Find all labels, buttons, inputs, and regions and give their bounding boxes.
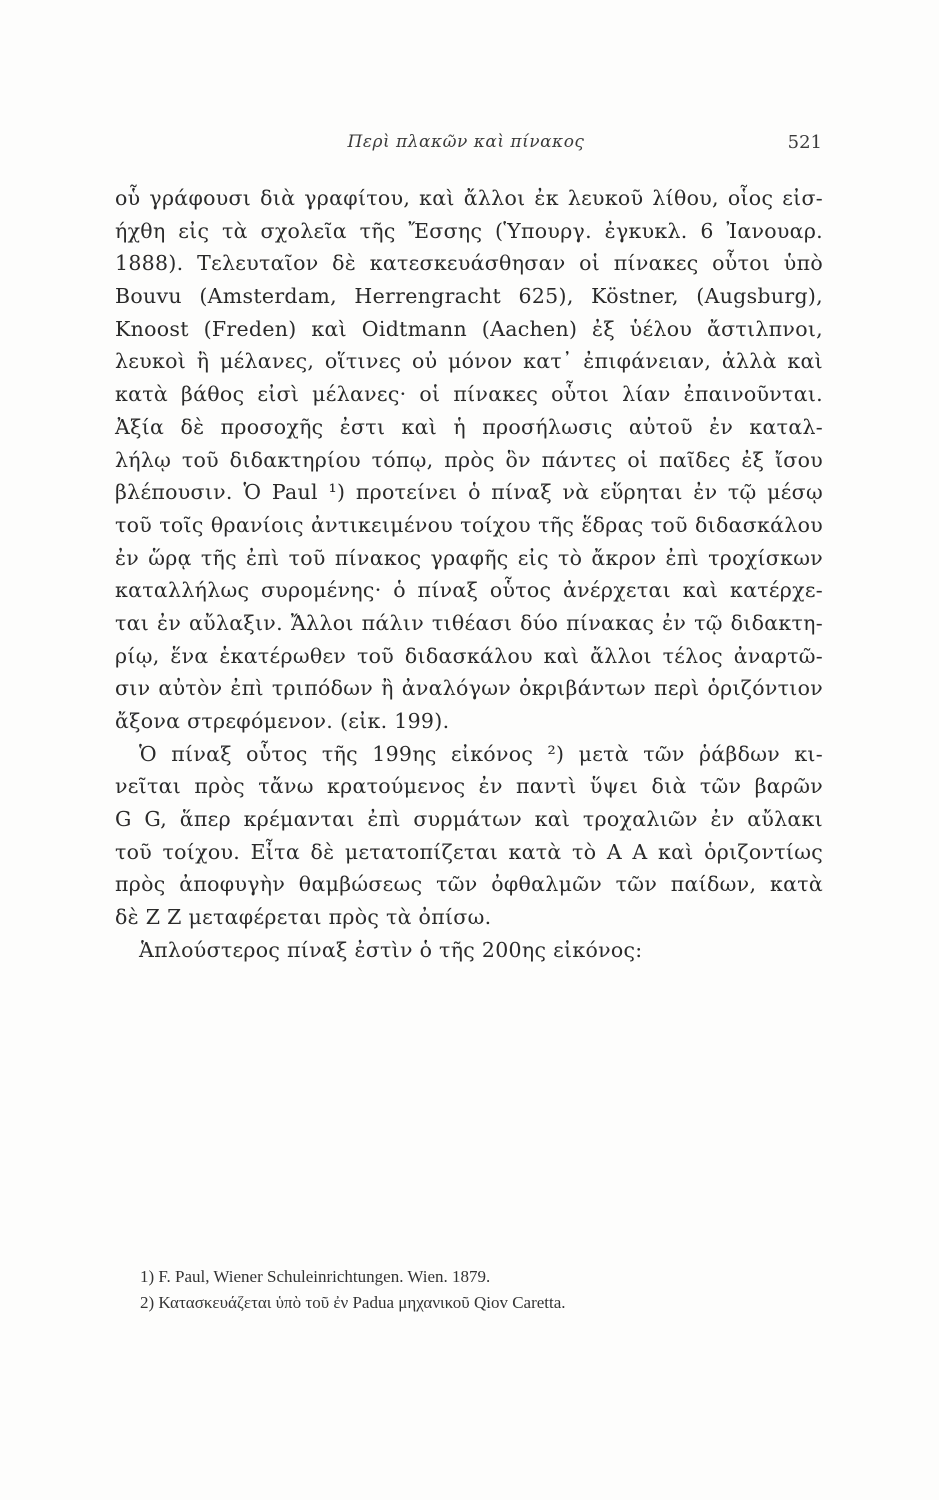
footnote-1: 1) F. Paul, Wiener Schuleinrichtungen. Wien. 1879. (140, 1267, 491, 1286)
body-text (115, 182, 823, 967)
text-line: τοῦ τοῖς θρανίοις ἀντικειμένου τοίχου τῆς ἕδρας τοῦ διδασκάλου (115, 512, 823, 537)
text-line: ἄξονα στρεφόμενον. (εἰκ. 199). (115, 709, 450, 733)
text-line: ἐν ὥρᾳ τῆς ἐπὶ τοῦ πίνακος γραφῆς εἰς τὸ ἄκρον ἐπὶ τροχίσκων (115, 545, 823, 570)
text-line: οὗ γράφουσι διὰ γραφίτου, καὶ ἄλλοι ἐκ λευκοῦ λίθου, οἷος εἰσ- (115, 186, 823, 210)
text-line: ται ἐν αὔλαξιν. Ἄλλοι πάλιν τιθέασι δύο πίνακας ἐν τῷ διδακτη- (115, 610, 823, 635)
running-title: Περὶ πλακῶν καὶ πίνακος (347, 132, 585, 152)
text-line: Bouvu (Amsterdam, Herrengracht 625), Köstner, (Augsburg), (115, 284, 823, 309)
text-line: καταλλήλως συρομένης· ὁ πίναξ οὗτος ἀνέρχεται καὶ κατέρχε- (115, 578, 823, 603)
text-line: λευκοὶ ἢ μέλανες, οἵτινες οὐ μόνον κατ᾽ ἐπιφάνειαν, ἀλλὰ καὶ (115, 349, 823, 374)
text-line: 1888). Τελευταῖον δὲ κατεσκευάσθησαν οἱ πίνακες οὗτοι ὑπὸ (115, 251, 823, 276)
footnotes (140, 1264, 700, 1316)
running-head (110, 132, 822, 162)
text-line: κατὰ βάθος εἰσὶ μέλανες· οἱ πίνακες οὗτοι λίαν ἐπαινοῦνται. (115, 382, 823, 407)
text-line: νεῖται πρὸς τἄνω κρατούμενος ἐν παντὶ ὕψει διὰ τῶν βαρῶν (115, 774, 823, 799)
text-line: σιν αὐτὸν ἐπὶ τριπόδων ἢ ἀναλόγων ὀκριβάντων περὶ ὁριζόντιον (115, 676, 823, 701)
text-line: δὲ Z Z μεταφέρεται πρὸς τὰ ὀπίσω. (115, 905, 492, 930)
text-line: Ἁπλούστερος πίναξ ἐστὶν ὁ τῆς 200ης εἰκόνος: (139, 937, 643, 962)
text-line: βλέπουσιν. Ὁ Paul ¹) προτείνει ὁ πίναξ νὰ εὕρηται ἐν τῷ μέσῳ (115, 480, 823, 505)
footnote-2: 2) Κατασκευάζεται ὑπὸ τοῦ ἐν Padua μηχανικοῦ Qiov Caretta. (140, 1293, 566, 1312)
text-line: λήλῳ τοῦ διδακτηρίου τόπῳ, πρὸς ὃν πάντες οἱ παῖδες ἐξ ἴσου (115, 447, 823, 472)
text-line: πρὸς ἀποφυγὴν θαμβώσεως τῶν ὀφθαλμῶν τῶν παίδων, κατὰ (115, 872, 823, 897)
text-line: Ἀξία δὲ προσοχῆς ἐστι καὶ ἡ προσήλωσις αὐτοῦ ἐν καταλ- (115, 414, 823, 439)
text-line: τοῦ τοίχου. Εἶτα δὲ μετατοπίζεται κατὰ τὸ A A καὶ ὁριζοντίως (115, 839, 823, 864)
text-line: ήχθη εἰς τὰ σχολεῖα τῆς Ἔσσης (Ὑπουργ. ἐγκυκλ. 6 Ἰανουαρ. (115, 218, 823, 243)
text-line: ρίῳ, ἕνα ἑκατέρωθεν τοῦ διδασκάλου καὶ ἄλλοι τέλος ἀναρτῶ- (115, 643, 823, 668)
text-line: Knoost (Freden) καὶ Oidtmann (Aachen) ἐξ ὑέλου ἄστιλπνοι, (115, 316, 823, 341)
text-line: G G, ἅπερ κρέμανται ἐπὶ συρμάτων καὶ τροχαλιῶν ἐν αὔλακι (115, 807, 823, 832)
page-number: 521 (787, 132, 822, 153)
text-line: Ὁ πίναξ οὗτος τῆς 199ης εἰκόνος ²) μετὰ τῶν ῥάβδων κι- (139, 741, 823, 766)
